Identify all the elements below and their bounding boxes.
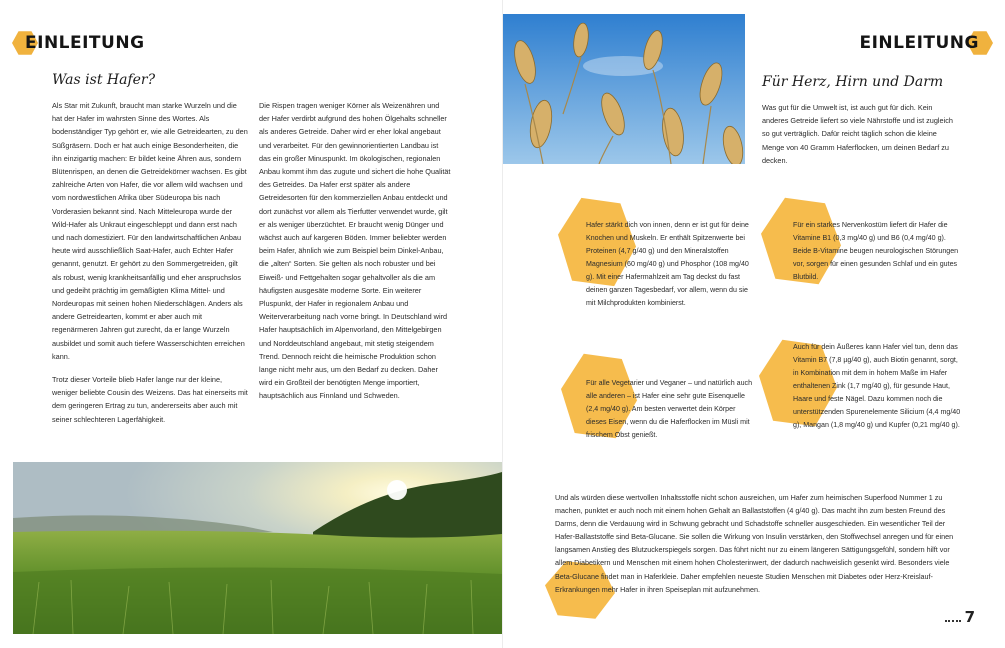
section-tag-label: EINLEITUNG: [859, 33, 979, 53]
page-heading: Für Herz, Hirn und Darm: [762, 74, 944, 90]
paragraph: Als Star mit Zukunft, braucht man starke Wurzeln und die hat der Hafer im wahrsten Sinne des Wortes. Als bodenständiger Typ gehört er, wie alle Getreidearten, zu den Süßgräsern. Doch er hat auch einige Besonderheiten, die ihn einzigartig machen: Er bildet keine Ähren aus, sondern Blütenrispen, an denen die Getreidekörner wachsen. Es gibt zahlreiche Arten von Hafer, die vor allem wild wachsen und vom nordwestlichen Afrika über Südeuropa bis nach Vorderasien bekannt sind. Nach Mitteleuropa wurde der Wild-Hafer als Unkraut eingeschleppt und dann erst nach und nach domestiziert. Für den landwirtschaftlichen Anbau heute wird ausschließlich Saat-Hafer, auch Echter Hafer genannt, genutzt. Er gehört zu den Sommergetreiden, gilt als robust, wenig krankheitsanfällig und eher anspruchslos und gedeiht prächtig im gemäßigten Klima Mittel- und Nordeuropas mit seinen hohen Niederschlägen. Anders als andere Getreidearten, kommt er aber auch mit regenärmeren Jahren gut zurecht, da er lange Wurzeln ausbildet und somit auch tiefere Wasserschichten erreichen kann.: [52, 101, 248, 361]
oat-field-photo: [13, 462, 502, 634]
section-tag: [859, 30, 993, 56]
text-column-1: [52, 99, 248, 436]
bottom-paragraph: Und als würden diese wertvollen Inhaltsstoffe nicht schon ausreichen, um Hafer zum heimischen Superfood Nummer 1 zu machen, punktet er auch noch mit einem hohen Gehalt an Ballaststoffen (4 g/40 g). Das macht ihn zum besten Freund des Darms, denn die Verdauung wird in Schwung gebracht und Schadstoffe schneller ausgeschieden. Ein wesentlicher Teil der Hafer-Ballaststoffe sind Beta-Glucane. Sie sollen die Wirkung von Insulin verstärken, den Stoffwechsel anregen und für einen langsamen Anstieg des Blutzuckerspiegels sorgen. Das führt nicht nur zu einem längeren Sättigungsgefühl, sondern hilft vor allem Diabetikern und Menschen mit einem hohen Cholesterinwert, der dadurch nachweislich gesenkt wird. Besonders viele Beta-Glucane findet man in Haferkleie. Daher empfehlen neueste Studien Menschen mit Diabetes oder Herz-Kreislauf-Erkrankungen mehr Hafer in ihren Speiseplan mit aufzunehmen.: [555, 493, 954, 594]
page-heading: Was ist Hafer?: [52, 72, 156, 88]
paragraph: Trotz dieser Vorteile blieb Hafer lange nur der kleine, weniger beliebte Cousin des Weizens. Das hat einerseits mit dem geringeren Ertrag zu tun, andererseits aber auch mit seiner schlechteren Lagerfähigkeit.: [52, 375, 248, 424]
minerals-info-box: Hafer stärkt dich von innen, denn er ist gut für deine Knochen und Muskeln. Er enthält Spitzenwerte bei Proteinen (4,7 g/40 g) und den Mineralstoffen Magnesium (60 mg/40 g) und Phosphor (108 mg/40 g). Mit einer Hafermahlzeit am Tag deckst du fast deinen ganzen Tagesbedarf, vor allem, wenn du sie mit Milchprodukten kombinierst.: [586, 221, 749, 307]
right-page: [503, 0, 1005, 648]
left-page: [0, 0, 502, 648]
oat-spikelets-image: [503, 14, 745, 164]
page-number-leader: [945, 620, 961, 622]
page-number: 7: [964, 608, 975, 626]
oat-field-image: [13, 462, 502, 634]
section-tag: [12, 30, 145, 56]
oat-spikelets-photo: [503, 14, 745, 164]
intro-paragraph: Was gut für die Umwelt ist, ist auch gut für dich. Kein anderes Getreide liefert so viele Nährstoffe und ist zugleich so gut verträglich. Dafür reicht täglich schon die kleine Menge von 40 Gramm Haferflocken, um deinen Bedarf zu decken.: [762, 103, 953, 165]
beauty-info-box: Auch für dein Äußeres kann Hafer viel tun, denn das Vitamin B7 (7,8 µg/40 g), auch Biotin genannt, sorgt, in Kombination mit dem in hohem Maße im Hafer enthaltenen Zink (1,7 mg/40 g), für gesunde Haut, Haare und feste Nägel. Dazu kommen noch die unterstützenden Spurenelemente Silicium (4,4 mg/40 g), Mangan (1,8 mg/40 g) und Kupfer (0,21 mg/40 g).: [793, 343, 961, 429]
nerves-info-box: Für ein starkes Nervenkostüm liefert dir Hafer die Vitamine B1 (0,3 mg/40 g) und B6 (0,4 mg/40 g). Beide B-Vitamine beugen neurologischen Störungen vor, sorgen für einen gesunden Schlaf und ein gutes Blutbild.: [793, 221, 959, 281]
text-column-2: [259, 99, 451, 413]
vegetarian-info-box: Für alle Vegetarier und Veganer – und natürlich auch alle anderen – ist Hafer eine sehr gute Eisenquelle (2,4 mg/40 g). Am besten verwertet dein Körper dieses Eisen, wenn du die Haferflocken im Müsli mit frischem Obst genießt.: [586, 379, 753, 439]
paragraph: Die Rispen tragen weniger Körner als Weizenähren und der Hafer verdirbt aufgrund des hohen Ölgehalts schneller als anderes Getreide. Daher wird er eher lokal angebaut und verarbeitet. Für den gewinnorientierten Landbau ist das ein großer Minuspunkt. Im ökologischen, regionalen Anbau kommt ihm das zugute und sichert die hohe Qualität des Getreides. Da Hafer erst später als andere Getreidesorten für den kommerziellen Anbau entdeckt und dort zunächst vor allem als Tierfutter verwendet wurde, gilt er als weniger überzüchtet. Er braucht wenig Dünger und wächst auch auf kargeren Böden. Immer beliebter werden beim Hafer, ähnlich wie zum Beispiel beim Dinkel-Anbau, die „alten“ Sorten. Sie gelten als noch robuster und bei Eiweiß- und Fettgehalten sogar gehaltvoller als die am häufigsten ausgesäte moderne Sorte. Ein weiterer Pluspunkt, der Hafer in regionalem Anbau und Weiterverarbeitung nach vorne bringt. In Deutschland wird Hafer hauptsächlich im Alpenvorland, den Mittelgebirgen und Norddeutschland angebaut, mit stetig steigendem Trend. Dennoch reicht die heimische Produktion schon lange nicht mehr aus, um den Bedarf zu decken. Daher wird ein Großteil der benötigten Menge importiert, hauptsächlich aus Finnland und Schweden.: [259, 101, 451, 401]
section-tag-label: EINLEITUNG: [25, 33, 145, 53]
